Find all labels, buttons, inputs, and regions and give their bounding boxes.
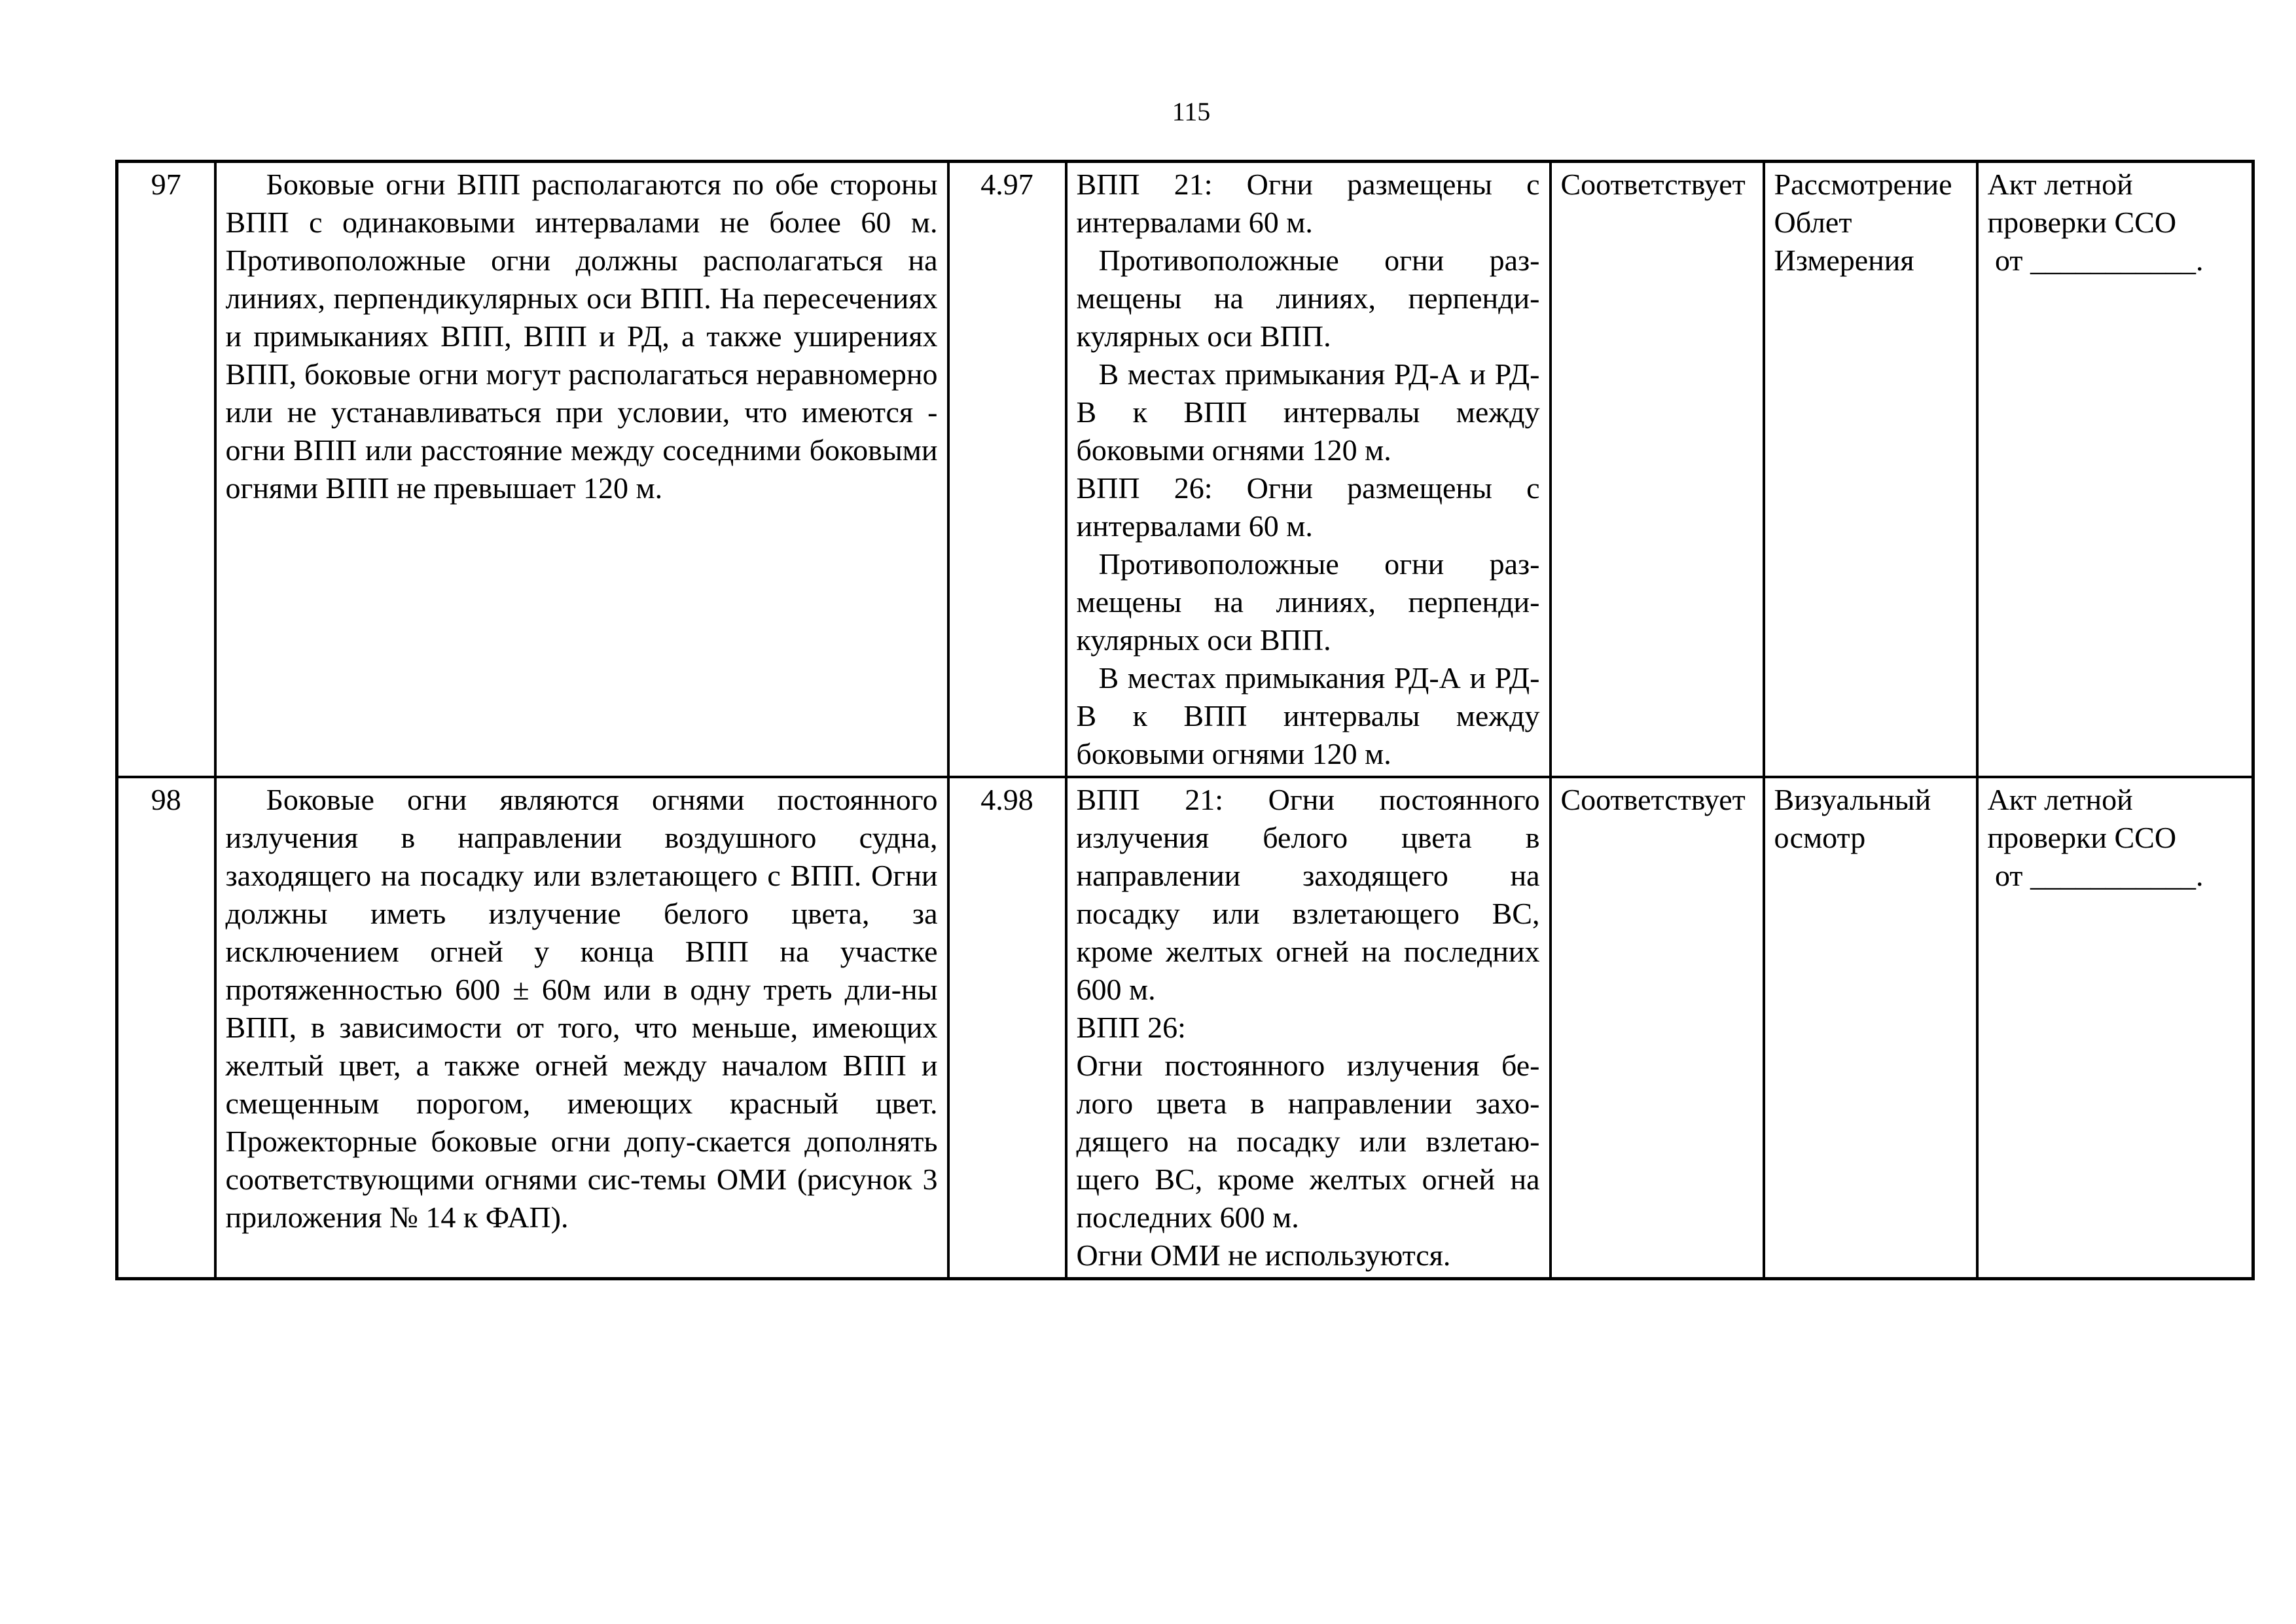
document-date-line: от ___________.	[1987, 244, 2204, 277]
page-number: 115	[1172, 97, 1211, 126]
clause-ref: 4.97	[948, 162, 1066, 778]
table-row	[117, 777, 2253, 1279]
requirement-cell	[215, 162, 948, 778]
actual-paragraph: ВПП 26:	[1076, 1011, 1186, 1044]
method-item: Измерения	[1774, 244, 1914, 277]
document-date-line: от ___________.	[1987, 859, 2204, 892]
document-line: Акт летной	[1987, 168, 2133, 201]
actual-paragraph: ВПП 26: Огни размещены с интервалами 60 м.	[1076, 471, 1540, 543]
document-line: Акт летной	[1987, 783, 2133, 816]
actual-paragraph: Огни постоянного излучения бе-лого цвета в направлении захо-дящего на посадку или взлетаю-щего ВС, кроме желтых огней на последних 600 м.	[1076, 1049, 1540, 1234]
compliance-table	[115, 160, 2255, 1280]
row-number: 98	[117, 777, 215, 1279]
supporting-document	[1977, 162, 2253, 778]
method-item: Визуальный	[1774, 783, 1931, 816]
document-line: проверки ССО	[1987, 821, 2177, 854]
actual-state-cell	[1066, 162, 1551, 778]
actual-paragraph: Противоположные огни раз-мещены на линиях, перпенди-кулярных оси ВПП.	[1076, 244, 1540, 353]
actual-paragraph: ВПП 21: Огни размещены с интервалами 60 м.	[1076, 168, 1540, 239]
document-line: проверки ССО	[1987, 206, 2177, 239]
actual-paragraph: ВПП 21: Огни постоянного излучения белого цвета в направлении заходящего на посадку или взлетающего ВС, кроме желтых огней на последних 600 м.	[1076, 783, 1540, 1006]
verification-methods	[1764, 777, 1977, 1279]
requirement-text: Боковые огни ВПП располагаются по обе стороны ВПП с одинаковыми интервалами не более 60 м. Противоположные огни должны располагаться на линиях, перпендикулярных оси ВПП. На пересечениях и примыканиях ВПП, ВПП и РД, а также уширениях ВПП, боковые огни могут располагаться неравномерно или не устанавливаться при условии, что имеются - огни ВПП или расстояние между соседними боковыми огнями ВПП не превышает 120 м.	[225, 168, 938, 505]
requirement-cell	[215, 777, 948, 1279]
actual-paragraph: В местах примыкания РД-А и РД-В к ВПП интервалы между боковыми огнями 120 м.	[1076, 661, 1540, 770]
method-item: осмотр	[1774, 821, 1866, 854]
supporting-document	[1977, 777, 2253, 1279]
requirement-text: Боковые огни являются огнями постоянного излучения в направлении воздушного судна, заходящего на посадку или взлетающего с ВПП. Огни должны иметь излучение белого цвета, за исключением огней у конца ВПП на участке протяженностью 600 ± 60м или в одну треть дли-ны ВПП, в зависимости от того, что меньше, имеющих желтый цвет, а также огней между началом ВПП и смещенным порогом, имеющих красный цвет. Прожекторные боковые огни допу-скается дополнять соответствующими огнями сис-темы ОМИ (рисунок 3 приложения № 14 к ФАП).	[225, 783, 938, 1234]
actual-paragraph: Противоположные огни раз-мещены на линиях, перпенди-кулярных оси ВПП.	[1076, 547, 1540, 657]
actual-paragraph: В местах примыкания РД-А и РД-В к ВПП интервалы между боковыми огнями 120 м.	[1076, 357, 1540, 467]
compliance-status: Соответствует	[1551, 777, 1764, 1279]
verification-methods	[1764, 162, 1977, 778]
table-row	[117, 162, 2253, 778]
compliance-status: Соответствует	[1551, 162, 1764, 778]
clause-ref: 4.98	[948, 777, 1066, 1279]
method-item: Облет	[1774, 206, 1852, 239]
row-number: 97	[117, 162, 215, 778]
method-item: Рассмотрение	[1774, 168, 1952, 201]
actual-state-cell	[1066, 777, 1551, 1279]
actual-paragraph: Огни ОМИ не используются.	[1076, 1238, 1451, 1272]
